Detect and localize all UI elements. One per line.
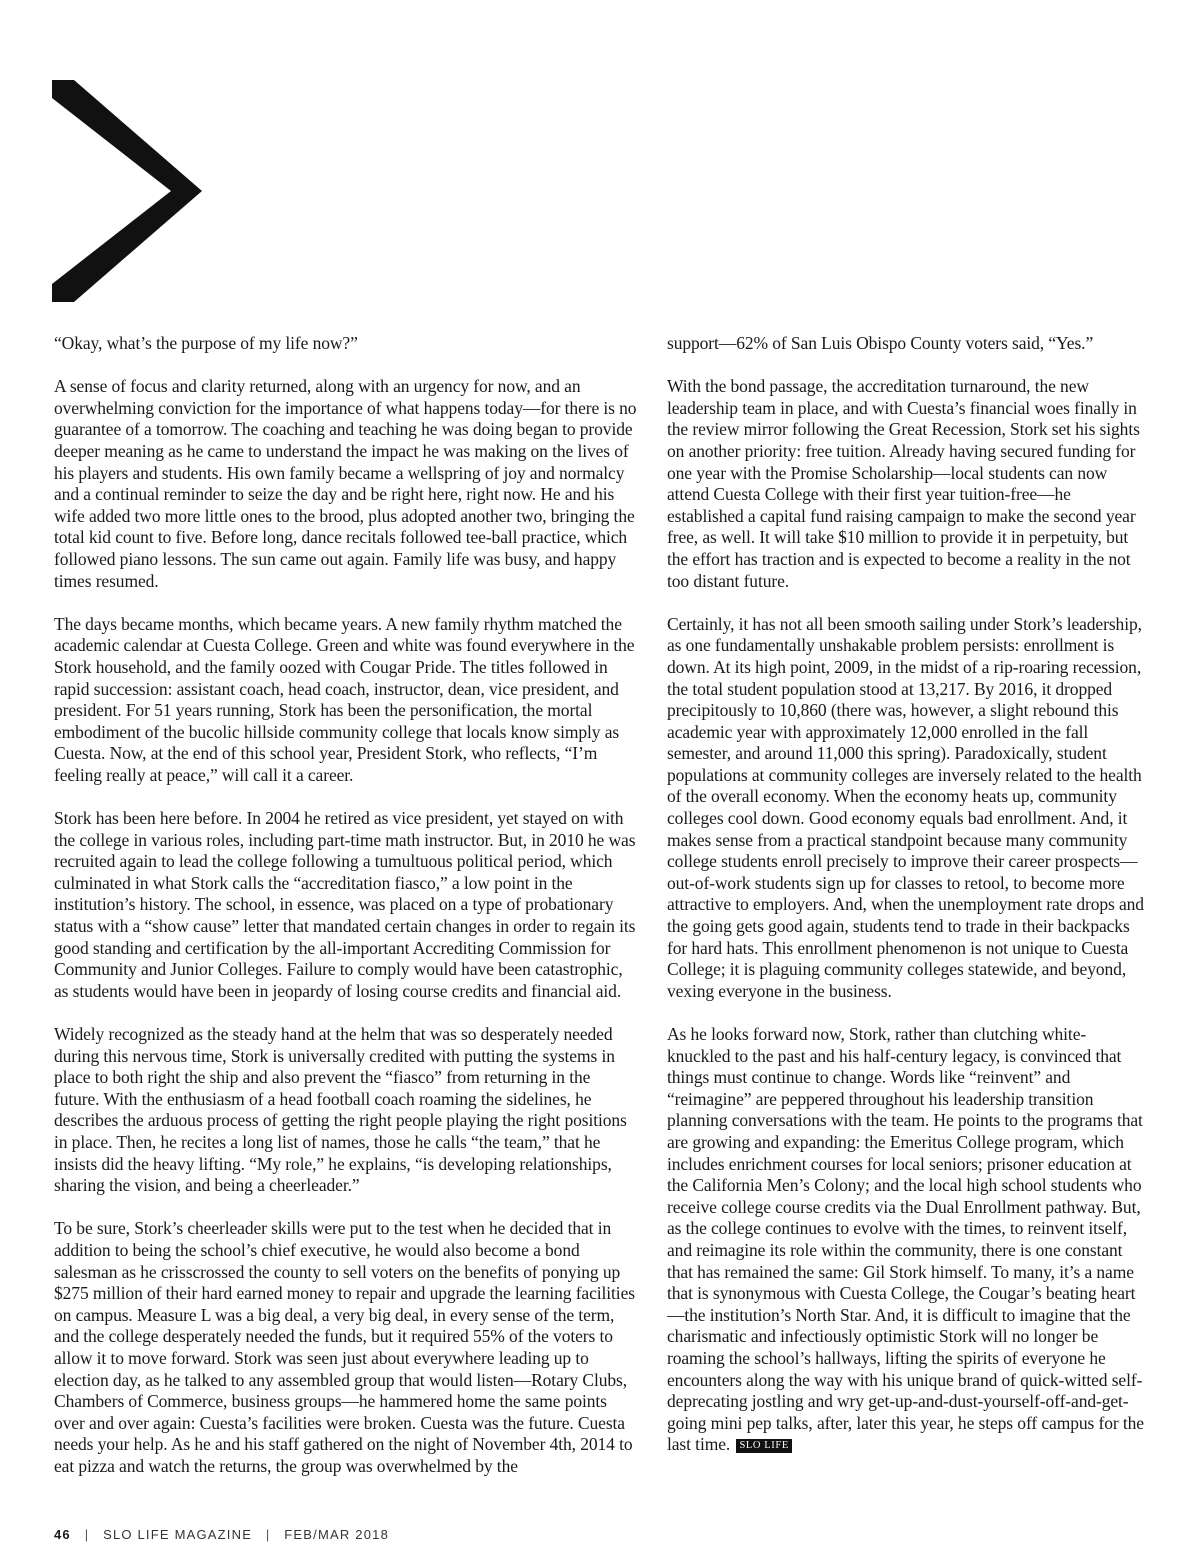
issue-date: FEB/MAR 2018 bbox=[284, 1527, 389, 1542]
article-paragraph: To be sure, Stork’s cheerleader skills were put to the test when he decided that in addition to being the school’s chief executive, he would also become a bond salesman as he crisscrossed the county to sell voters on the benefits of ponying up $275 million of their hard earned money to repair and upgrade the learning facilities on campus. Measure L was a big deal, a very big deal, in every sense of the term, and the college desperately needed the funds, but it required 55% of the voters to allow it to move forward. Stork was seen just about everywhere leading up to election day, as he talked to any assembled group that would listen—Rotary Clubs, Chambers of Commerce, business groups—he hammered home the same points over and over again: Cuesta’s facilities were broken. Cuesta was the future. Cuesta needs your help. As he and his staff gathered on the night of November 4th, 2014 to eat pizza and watch the returns, the group was overwhelmed by the bbox=[54, 1218, 635, 1476]
article-paragraph: Widely recognized as the steady hand at the helm that was so desperately needed during this nervous time, Stork is universally credited with putting the systems in place to both right the ship and also prevent the “fiasco” from returning in the future. With the enthusiasm of a head football coach roaming the sidelines, he describes the arduous process of getting the right people playing the right positions in place. Then, he recites a long list of names, those he calls “the team,” that he insists did the heavy lifting. “My role,” he explains, “is developing relationships, sharing the vision, and being a cheerleader.” bbox=[54, 1024, 627, 1196]
article-paragraph: A sense of focus and clarity returned, along with an urgency for now, and an overwhelming conviction for the importance of what happens today—for there is no guarantee of a tomorrow. The coaching and teaching he was doing began to provide deeper meaning as he came to understand the impact he was making on the lives of his players and students. His own family became a wellspring of joy and normalcy and a continual reminder to seize the day and be right here, right now. He and his wife added two more little ones to the brood, plus adopted another two, bringing the total kid count to five. Before long, dance recitals followed tee-ball practice, which followed piano lessons. The sun came out again. Family life was busy, and happy times resumed. bbox=[54, 376, 637, 591]
page-footer bbox=[54, 1527, 389, 1542]
slo-life-end-tag: SLO LIFE bbox=[736, 1439, 791, 1453]
article-closing-paragraph bbox=[667, 1024, 1145, 1456]
footer-separator: | bbox=[265, 1527, 271, 1542]
article-column-right bbox=[667, 333, 1145, 1477]
article-paragraph: “Okay, what’s the purpose of my life now?” bbox=[54, 333, 358, 353]
footer-separator: | bbox=[84, 1527, 90, 1542]
publication-name: SLO LIFE MAGAZINE bbox=[103, 1527, 253, 1542]
page-number: 46 bbox=[54, 1527, 71, 1542]
article-paragraph: Stork has been here before. In 2004 he retired as vice president, yet stayed on with the college in various roles, including part-time math instructor. But, in 2010 he was recruited again to lead the college following a tumultuous political period, which culminated in what Stork calls the “accreditation fiasco,” a low point in the institution’s history. The school, in essence, was placed on a type of probationary status with a “show cause” letter that mandated certain changes in order to regain its good standing and certification by the all-important Accrediting Commission for Community and Junior Colleges. Failure to comply would have been catastrophic, as students would have been in jeopardy of losing course credits and financial aid. bbox=[54, 808, 636, 1001]
article-paragraph: With the bond passage, the accreditation turnaround, the new leadership team in place, and with Cuesta’s financial woes finally in the review mirror following the Great Recession, Stork set his sights on another priority: free tuition. Already having secured funding for one year with the Promise Scholarship—local students can now attend Cuesta College with their first year tuition-free—he established a capital fund raising campaign to make the second year free, as well. It will take $10 million to provide it in perpetuity, but the effort has traction and is expected to become a reality in the not too distant future. bbox=[667, 376, 1140, 591]
article-paragraph: The days became months, which became years. A new family rhythm matched the academic calendar at Cuesta College. Green and white was found everywhere in the Stork household, and the family oozed with Cougar Pride. The titles followed in rapid succession: assistant coach, head coach, instructor, dean, vice president, and president. For 51 years running, Stork has been the personification, the mortal embodiment of the bucolic hillside community college that locals know simply as Cuesta. Now, at the end of this school year, President Stork, who reflects, “I’m feeling really at peace,” will call it a career. bbox=[54, 613, 635, 785]
chevron-right-icon bbox=[52, 80, 202, 302]
article-paragraph: Certainly, it has not all been smooth sailing under Stork’s leadership, as one fundamentally unshakable problem persists: enrollment is down. At its high point, 2009, in the midst of a rip-roaring recession, the total student population stood at 13,217. By 2016, it dropped precipitously to 10,860 (there was, however, a slight rebound this academic year with approximately 12,000 enrolled in the fall semester, and around 11,000 this spring). Paradoxically, student populations at community colleges are inversely related to the health of the overall economy. When the economy heats up, community colleges cool down. Good economy equals bad enrollment. And, it makes sense from a practical standpoint because many community college students enroll precisely to improve their career prospects—out-of-work students sign up for classes to retool, to become more attractive to employers. And, when the unemployment rate drops and the going gets good again, students tend to trade in their backpacks for hard hats. This enrollment phenomenon is not unique to Cuesta College; it is plaguing community colleges statewide, and beyond, vexing everyone in the business. bbox=[667, 613, 1144, 1001]
article-paragraph: support—62% of San Luis Obispo County voters said, “Yes.” bbox=[667, 333, 1094, 353]
closing-text: As he looks forward now, Stork, rather than clutching white-knuckled to the past and his half-century legacy, is convinced that things must continue to change. Words like “reinvent” and “reimagine” are peppered throughout his leadership transition planning conversations with the team. He points to the programs that are growing and expanding: the Emeritus College program, which includes enrichment courses for local seniors; prisoner education at the California Men’s Colony; and the local high school students who receive college course credits via the Dual Enrollment pathway. But, as the college continues to evolve with the times, to reinvent itself, and reimagine its role within the community, there is one constant that has remained the same: Gil Stork himself. To many, it’s a name that is synonymous with Cuesta College, the Cougar’s beating heart—the institution’s North Star. And, it is difficult to imagine that the charismatic and infectiously optimistic Stork will no longer be roaming the school’s hallways, lifting the spirits of everyone he encounters along the way with his unique brand of quick-witted self-deprecating jostling and wry get-up-and-dust-yourself-off-and-get-going mini pep talks, after, later this year, he steps off campus for the last time. bbox=[667, 1024, 1144, 1455]
article-column-left bbox=[54, 333, 638, 1499]
